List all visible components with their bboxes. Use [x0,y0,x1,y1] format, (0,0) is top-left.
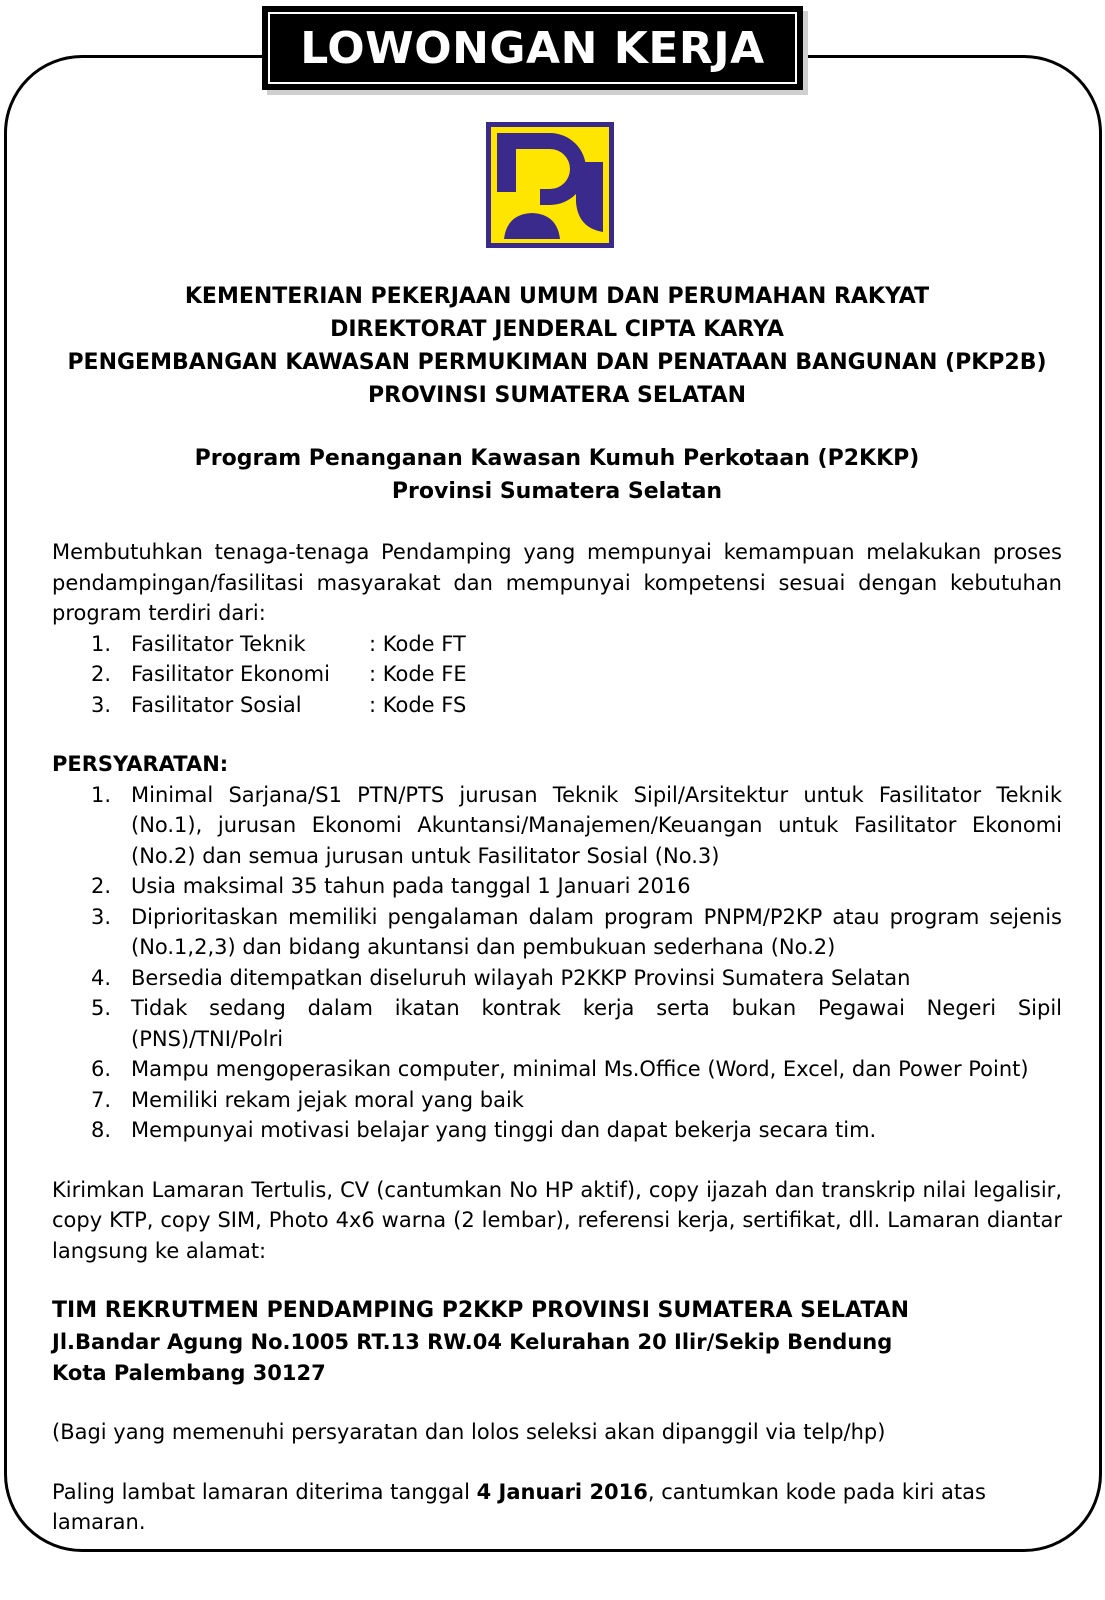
requirement-text: Minimal Sarjana/S1 PTN/PTS jurusan Teknik Sipil/Arsitektur untuk Fasilitator Teknik (No.1), jurusan Ekonomi Akuntansi/Manajemen/Keuangan untuk Fasilitator Ekonomi (No.2) dan semua jurusan untuk Fasilitator Sosial (No.3) [131,782,1062,868]
list-item [52,1085,1062,1116]
list-item [52,1054,1062,1085]
deadline-suffix: , cantumkan kode pada kiri atas lamaran. [52,1479,986,1534]
address-street: Jl.Bandar Agung No.1005 RT.13 RW.04 Kelurahan 20 Ilir/Sekip Bendung [52,1330,893,1354]
recruitment-team: TIM REKRUTMEN PENDAMPING P2KKP PROVINSI SUMATERA SELATAN [52,1298,910,1323]
item-number: 1. [91,631,112,656]
requirement-text: Mampu mengoperasikan computer, minimal Ms.Office (Word, Excel, dan Power Point) [131,1057,1029,1081]
list-item [52,690,1062,721]
position-name: Fasilitator Sosial [131,692,302,717]
position-list [52,629,1062,721]
requirement-text: Mempunyai motivasi belajar yang tinggi dan dapat bekerja secara tim. [131,1118,877,1142]
requirement-text: Tidak sedang dalam ikatan kontrak kerja serta bukan Pegawai Negeri Sipil (PNS)/TNI/Polri [131,996,1062,1051]
intro-paragraph: Membutuhkan tenaga-tenaga Pendamping yang mempunyai kemampuan melakukan proses pendampingan/fasilitasi masyarakat dan mempunyai kompetensi sesuai dengan kebutuhan program terdiri dari: [52,540,1062,625]
position-code: : Kode FS [369,692,467,717]
program-province: Provinsi Sumatera Selatan [391,479,723,504]
list-item [52,871,1062,902]
division-line: PENGEMBANGAN KAWASAN PERMUKIMAN DAN PENATAAN BANGUNAN (PKP2B) [67,350,1047,375]
position-name: Fasilitator Ekonomi [131,662,330,686]
requirement-text: Diprioritaskan memiliki pengalaman dalam program PNPM/P2KP atau program sejenis (No.1,2,3) dan bidang akuntansi dan pembukuan sederhana (No.2) [131,904,1062,959]
item-number: 1. [91,782,112,807]
banner-title: LOWONGAN KERJA [262,6,803,90]
requirement-text: Usia maksimal 35 tahun pada tanggal 1 Januari 2016 [131,874,691,898]
document-body [52,280,1062,1538]
item-number: 6. [91,1057,112,1081]
list-item [52,1115,1062,1146]
deadline-date: 4 Januari 2016 [476,1479,648,1504]
position-name: Fasilitator Teknik [131,631,306,656]
item-number: 7. [91,1087,112,1112]
requirement-text: Memiliki rekam jejak moral yang baik [131,1087,524,1112]
list-item [52,993,1062,1054]
requirement-text: Bersedia ditempatkan diseluruh wilayah P2KKP Provinsi Sumatera Selatan [131,965,911,990]
list-item [52,963,1062,994]
ministry-line: KEMENTERIAN PEKERJAAN UMUM DAN PERUMAHAN RAKYAT [184,284,930,309]
list-item [52,902,1062,963]
item-number: 4. [91,965,112,990]
position-code: : Kode FT [369,631,466,656]
deadline-line [52,1477,1062,1538]
position-code: : Kode FE [369,662,467,686]
application-paragraph: Kirimkan Lamaran Tertulis, CV (cantumkan No HP aktif), copy ijazah dan transkrip nilai legalisir, copy KTP, copy SIM, Photo 4x6 warna (2 lembar), referensi kerja, sertifikat, dll. Lamaran diantar langsung ke alamat: [52,1177,1062,1263]
province-line: PROVINSI SUMATERA SELATAN [367,383,747,408]
requirements-list [52,780,1062,1146]
program-title: Program Penanganan Kawasan Kumuh Perkotaan (P2KKP) [194,446,920,471]
list-item [52,659,1062,690]
item-number: 5. [91,996,112,1020]
item-number: 3. [91,692,112,717]
item-number: 8. [91,1118,112,1142]
directorate-line: DIREKTORAT JENDERAL CIPTA KARYA [330,317,784,342]
item-number: 2. [91,874,112,898]
requirements-title: PERSYARATAN: [52,752,229,776]
item-number: 3. [91,904,112,929]
address-city: Kota Palembang 30127 [52,1360,326,1385]
deadline-prefix: Paling lambat lamaran diterima tanggal [52,1479,477,1504]
selection-note: (Bagi yang memenuhi persyaratan dan lolos seleksi akan dipanggil via telp/hp) [52,1420,886,1444]
item-number: 2. [91,662,112,686]
list-item [52,629,1062,660]
list-item [52,780,1062,872]
pu-logo-icon [486,122,614,248]
